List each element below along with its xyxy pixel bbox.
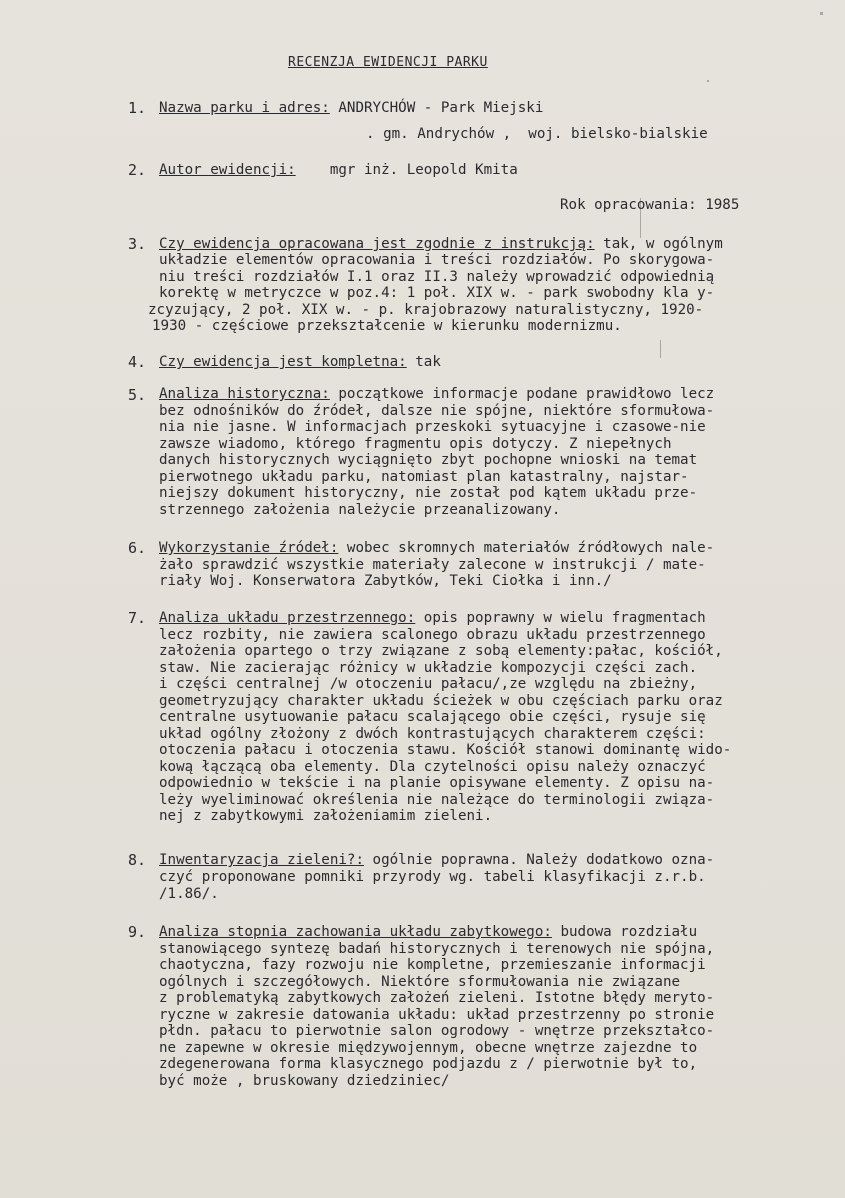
item-line: riały Woj. Konserwatora Zabytków, Teki Ciołka i inn./ [159, 573, 612, 589]
item-line: z problematyką zabytkowych założeń zieleni. Istotne błędy meryto- [159, 990, 715, 1006]
item-line: 1930 - częściowe przekształcenie w kierunku modernizmu. [152, 318, 622, 334]
item-label: Analiza stopnia zachowania układu zabytkowego: [159, 924, 552, 940]
item-heading [159, 540, 714, 557]
item-label: Autor ewidencji: [159, 162, 296, 178]
item-label: Analiza układu przestrzennego: [159, 610, 416, 626]
item-label: Czy ewidencja opracowana jest zgodnie z instrukcją: [159, 236, 595, 252]
item-line: układzie elementów opracowania i treści rozdziałów. Po skorygowa- [159, 252, 715, 268]
item-line: strzennego założenia należycie przeanalizowany. [159, 502, 561, 518]
item-line: geometryzujący charakter układu ścieżek w obu częściach parku oraz [159, 693, 723, 709]
item-number: 5. [128, 386, 147, 404]
item-line: zawsze wiadomo, którego fragmentu opis dotyczy. Z niepełnych [159, 436, 672, 452]
item-line: danych historycznych wyciągnięto zbyt pochopne wnioski na temat [159, 452, 698, 468]
scan-speck [820, 12, 823, 15]
item-text: budowa rozdziału [560, 924, 698, 940]
scan-speck [640, 198, 641, 238]
item-label: Czy ewidencja jest kompletna: [159, 354, 407, 370]
item-line: stanowiącego syntezę badań historycznych i terenowych nie spójna, [159, 941, 715, 957]
item-line: /1.86/. [159, 886, 219, 902]
item-line: bez odnośników do źródeł, dalsze nie spójne, niektóre sformułowa- [159, 403, 715, 419]
item-line: Rok opracowania: 1985 [560, 197, 740, 213]
item-heading [159, 236, 723, 253]
item-heading [159, 162, 518, 179]
scan-speck [660, 340, 661, 358]
item-line: nia nie jasne. W informacjach przeskoki sytuacyjne i czasowe-nie [159, 419, 706, 435]
item-line: ryczne w zakresie datowania układu: układ przestrzenny po stronie [159, 1007, 715, 1023]
item-text: wobec skromnych materiałów źródłowych nale- [346, 540, 715, 556]
item-number: 9. [128, 923, 147, 941]
item-line: założenia opartego o trzy związane z sobą elementy:pałac, kościół, [159, 643, 723, 659]
item-label: Wykorzystanie źródeł: [159, 540, 339, 556]
item-line: nej z zabytkowymi założeniamim zieleni. [159, 808, 493, 824]
item-heading [159, 386, 714, 403]
item-heading [159, 100, 543, 117]
item-line: zdegenerowana forma klasycznego podjazdu z / pierwotnie był to, [159, 1056, 698, 1072]
item-number: 8. [128, 851, 147, 869]
item-line: centralne usytuowanie pałacu scalającego obie części, rysuje się [159, 709, 706, 725]
item-label: Inwentaryzacja zieleni?: [159, 852, 364, 868]
item-line: pierwotnego układu parku, natomiast plan katastralny, najstar- [159, 469, 689, 485]
item-number: 6. [128, 539, 147, 557]
item-line: odpowiednio w tekście i na planie opisywane elementy. Z opisu na- [159, 775, 715, 791]
item-line: żało sprawdzić wszystkie materiały zalecone w instrukcji / mate- [159, 557, 706, 573]
item-line: niejszy dokument historyczny, nie został pod kątem układu prze- [159, 485, 698, 501]
item-label: Nazwa parku i adres: [159, 100, 330, 116]
item-line: kową łączącą oba elementy. Dla czytelności opisu należy oznaczyć [159, 759, 706, 775]
item-text: opis poprawny w wielu fragmentach [423, 610, 706, 626]
item-text: mgr inż. Leopold Kmita [329, 162, 518, 178]
item-line: chaotyczna, fazy rozwoju nie kompletne, przemieszanie informacji [159, 957, 706, 973]
item-number: 1. [128, 99, 147, 117]
item-line: leży wyeliminować określenia nie należące do terminologii związa- [159, 792, 715, 808]
item-line: ne zapewne w okresie międzywojennym, obecne wnętrze zajezdne to [159, 1040, 698, 1056]
item-number: 2. [128, 161, 147, 179]
item-number: 7. [128, 609, 147, 627]
item-heading [159, 610, 706, 627]
item-text: ogólnie poprawna. Należy dodatkowo ozna- [372, 852, 715, 868]
item-line: otoczenia pałacu i otoczenia stawu. Kościół stanowi dominantę wido- [159, 742, 732, 758]
item-line: korektę w metryczce w poz.4: 1 poł. XIX w. - park swobodny kla y- [159, 285, 715, 301]
item-line: czyć proponowane pomniki przyrody wg. tabeli klasyfikacji z.r.b. [159, 869, 706, 885]
item-line: układ ogólny złożony z dwóch kontrastujących charakterem części: [159, 726, 706, 742]
item-heading [159, 852, 714, 869]
item-line: być może , bruskowany dziedziniec/ [159, 1073, 450, 1089]
item-line: ogólnych i szczegółowych. Niektóre sformułowania nie związane [159, 974, 681, 990]
item-number: 4. [128, 353, 147, 371]
item-text: tak, w ogólnym [603, 236, 723, 252]
item-heading [159, 354, 441, 371]
item-line: zcyzujący, 2 poł. XIX w. - p. krajobrazowy naturalistyczny, 1920- [148, 302, 704, 318]
item-line: staw. Nie zacierając różnicy w układzie kompozycji części zach. [159, 660, 698, 676]
item-line: niu treści rozdziałów I.1 oraz II.3 należy wprowadzić odpowiednią [159, 269, 715, 285]
item-label: Analiza historyczna: [159, 386, 330, 402]
item-number: 3. [128, 235, 147, 253]
item-text: tak [415, 354, 441, 370]
item-line: i części centralnej /w otoczeniu pałacu/,ze względu na zbieżny, [159, 676, 698, 692]
item-heading [159, 924, 697, 941]
item-text: ANDRYCHÓW - Park Miejski [338, 100, 544, 116]
scan-speck [707, 80, 709, 82]
item-line: płdn. pałacu to pierwotnie salon ogrodowy - wnętrze przekształco- [159, 1023, 715, 1039]
item-line: lecz rozbity, nie zawiera scalonego obrazu układu przestrzennego [159, 627, 706, 643]
item-line: . gm. Andrychów , woj. bielsko-bialskie [366, 126, 708, 142]
document-title: RECENZJA EWIDENCJI PARKU [288, 55, 488, 70]
item-text: początkowe informacje podane prawidłowo lecz [338, 386, 715, 402]
